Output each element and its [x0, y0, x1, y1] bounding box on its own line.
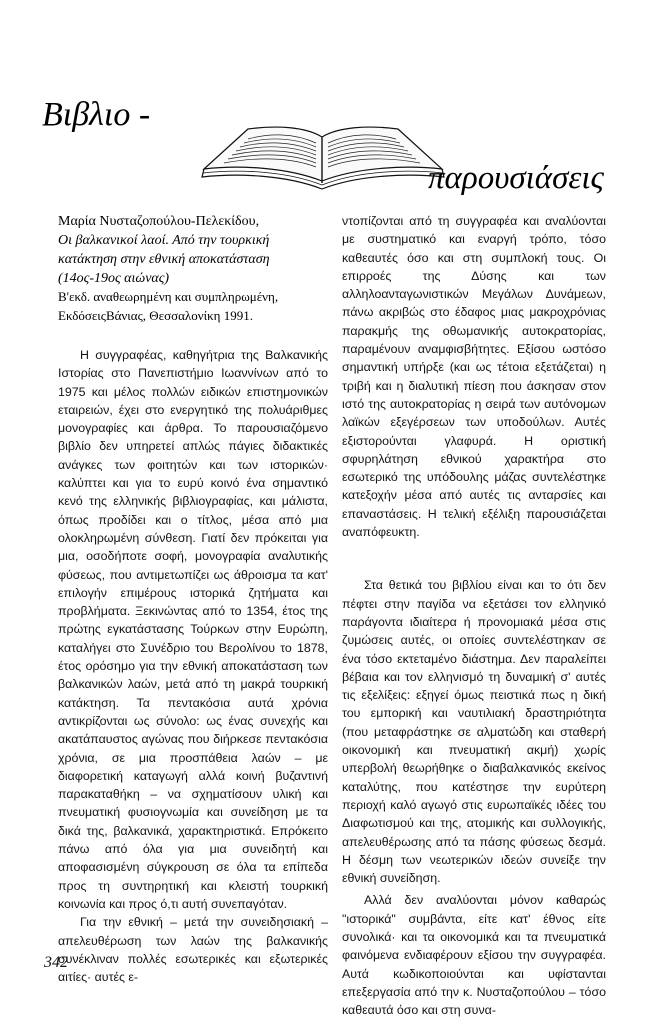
- open-book-icon: [198, 115, 448, 193]
- book-author: Μαρία Νυσταζοπούλου-Πελεκίδου,: [58, 214, 260, 229]
- book-publisher: ΕκδόσειςΒάνιας, Θεσσαλονίκη 1991.: [58, 307, 253, 323]
- left-column: [58, 212, 328, 986]
- book-period: (14ος-19ος αιώνας): [58, 271, 170, 286]
- right-column: [342, 212, 606, 1019]
- section-title-left: Βιβλιο -: [42, 96, 151, 133]
- review-paragraph: Αλλά δεν αναλύονται μόνον καθαρώς "ιστορικά" συμβάντα, είτε κατ' έθνος είτε συνολικά· και τα οικονομικά και τα πνευματικά φαινόμενα ενδιαφέρουν εξίσου την συγγραφέα. Αυτά κωδικοποιούνται και υφίστανται επεξεργασία από την κ. Νυσταζοπούλου – τόσο καθεαυτά όσο και στη συνα-: [342, 893, 606, 1018]
- book-title: Οι βαλκανικοί λαοί. Από την τουρκική κατάκτηση στην εθνική αποκατάσταση: [58, 233, 270, 267]
- book-edition: Β'εκδ. αναθεωρημένη και συμπληρωμένη,: [58, 289, 279, 304]
- review-paragraph: Στα θετικά του βιβλίου είναι και το ότι δεν πέφτει στην παγίδα να εξετάσει τον ελληνικό παράγοντα ιδιαίτερα ή προνομιακά μέσα στις ζυμώσεις αυτές, οι οποίες συντελέστηκαν σε ένα τόσο εκτεταμένο διάστημα. Δεν παραλείπει βέβαια και τον ελληνισμό τη δυναμική σ' αυτές τις εξελίξεις: εξηγεί όμως πειστικά πως η δική του εμπορική και ναυτιλιακή δραστηριότητα (που μεταφράστηκε σε αλματώδη και σταθερή οικονομική και πνευματική ακμή) χωρίς υπερβολή θεωρήθηκε ο διαβαλκανικός εκείνος καταλύτης, που κατέστησε την ευρύτερη περιοχή καλό αγωγό στις ευρωπαϊκές ιδέες του Διαφωτισμού και της, ατομικής και συλλογικής, απελευθέρωσης από τα πάσης φύσεως δεσμά. Η δέσμη των νεωτερικών ιδεών συνείξε την εθνική συνείδηση.: [342, 578, 606, 886]
- section-title-right: παρουσιάσεις: [428, 160, 604, 196]
- review-paragraph: Η συγγραφέας, καθηγήτρια της Βαλκανικής Ιστορίας στο Πανεπιστήμιο Ιωαννίνων από το 1975 και μέλος πολλών ειδικών επιστημονικών εταιρειών, έχει στο ενεργητικό της πολυάριθμες μονογραφίες και άρθρα. Το παρουσιαζόμενο βιβλίο δεν υπηρετεί απλώς πάγιες διδακτικές ανάγκες των φοιτητών και των ιστορικών· καλύπτει και για το ευρύ κοινό ένα σημαντικό κενό της ελληνικής βιβλιογραφίας, και μάλιστα, όπως προδίδει και ο τίτλος, μέσα από μια ολοκληρωμένη σύνθεση. Γιατί δεν πρόκειται για μια, οσοδήποτε σοφή, μονογραφία αναλυτικής φύσεως, που αντιμετωπίζει ως άθροισμα τα κατ' επιλογήν επιμέρους ιστορικά ζητήματα και προβλήματα. Ξεκινώντας από το 1354, έτος της πρώτης εγκατάστασης Τούρκων στην Ευρώπη, καταλήγει στο Συνέδριο του Βερολίνου το 1878, έτος ορόσημο για την εθνική αποκατάσταση των βαλκανικών λαών, μετά από τη μακρά τουρκική κατάκτηση. Τα πεντακόσια αυτά χρόνια αντικρίζονται ως σύνολο: ως ένας συνεχής και ακατάπαυστος αγώνας που διήρκεσε πεντακόσια χρόνια, σε μια προσπάθεια λαών – με διαφορετική καταγωγή αλλά κοινή βυζαντινή παρακαταθήκη – να σχηματίσουν υλική και πνευματική φυσιογνωμία και συνείδηση με τα δικά της, βαλκανικά, χαρακτηριστικά. Επρόκειτο πάνω από όλα για μια συνειδητή και αποφασισμένη σύγκρουση σε όλα τα επίπεδα προς τη συντηρητική και κλειστή τουρκική κοινωνία και προς ό,τι αυτή συνεπαγόταν.: [58, 348, 328, 911]
- page-number: 342: [44, 954, 68, 971]
- review-paragraph: ντοπίζονται από τη συγγραφέα και αναλύονται με συστηματικό και εναργή τρόπο, τόσο καθεαυτές όσο και στη συμπλοκή τους. Οι επιρροές της Δύσης και των αλληλοανταγωνιστικών Μεγάλων Δυνάμεων, πάνω ακριβώς στο έδαφος μιας μακροχρόνιας παρακμής της οθωμανικής αυτοκρατορίας, παραμένουν αναμφισβήτητες. Εξίσου ωστόσο σημαντική υπήρξε (και ως τέτοια εξετάζεται) η τριβή και η διαλυτική πίεση που άσκησαν στον ιστό της αυτοκρατορίας η σειρά των αυτόνομων λαϊκών εξεγέρσεων των υποδούλων. Αυτές εξιστορούνται γλαφυρά. Η οριστική σφυρηλάτηση εθνικού χαρακτήρα στο εσωτερικό της υπόδουλης μάζας συντελέστηκε κατεξοχήν μέσα από αυτές τις ανταρσίες και επαναστάσεις. Η τελική εξέλιξη παρουσιάζεται αναπόφευκτη.: [342, 214, 606, 540]
- review-paragraph: Για την εθνική – μετά την συνειδησιακή – απελευθέρωση των λαών της βαλκανικής συνέκλιναν πολλές εσωτερικές και εξωτερικές αιτίες· αυτές ε-: [58, 915, 328, 985]
